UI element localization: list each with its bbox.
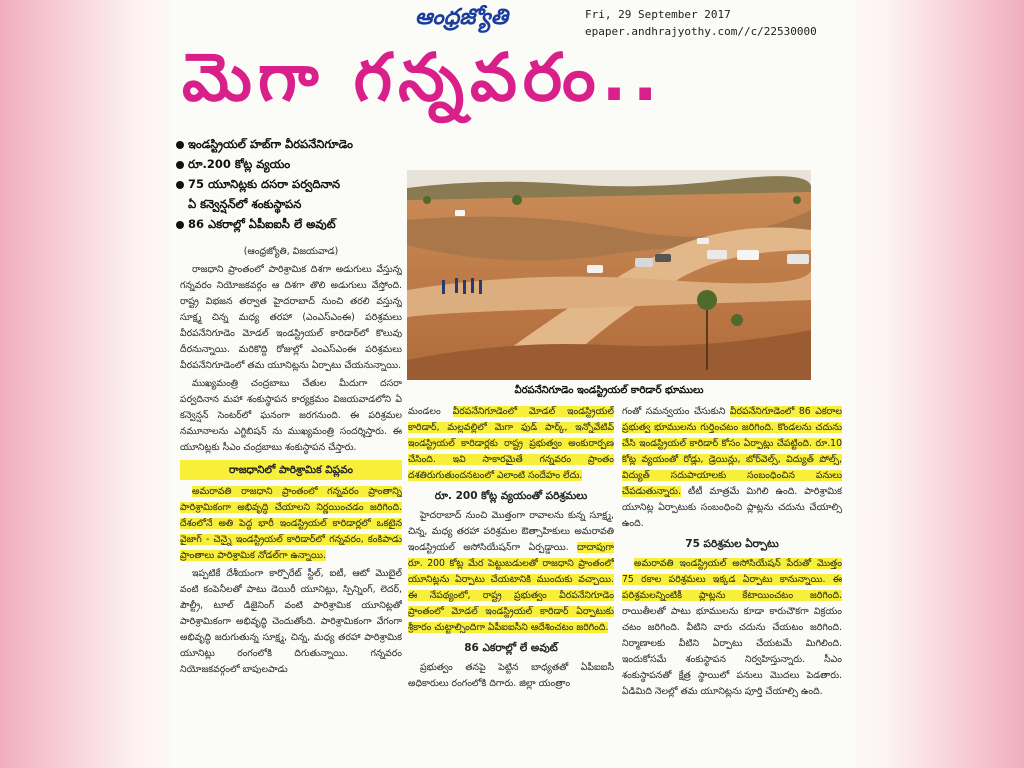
bullet-icon [176,161,184,169]
highlighted-text: వీరపనేనిగూడెంలో మోడల్ ఇండస్ట్రియల్ కారిడార్, మల్లవల్లిలో మెగా ఫుడ్ పార్క్, ఇన్నోవేటివ్ ఇండస్ట్రియల్ కారిడార్లకు రాష్ట్ర ప్రభుత్వం అంకురార్పణ చేసింది. ఇవి సాకారమైతే గన్నవరం ప్రాంతం దశతిరుగుతుందనటంలో ఎలాంటి సందేహం లేదు. [408,406,614,481]
paragraph: గంతో సమన్వయం చేసుకుని వీరపనేనిగూడెంలో 86 ఎకరాల ప్రభుత్వ భూములను గుర్తించటం జరిగింది. కొండలను చదును చేసి ఇండస్ట్రియల్ కారిడార్ కోసం ఏర్పాట్లు చేపట్టింది. రూ.10 కోట్ల వ్యయంతో రోడ్లు, డ్రెయిన్లు, బోర్‌వెల్స్, విద్యుత్ పోల్స్, విద్యుత్ సదుపాయాలకు సంబంధించిన పనులు చేపడుతున్నారు. టీటీ మాత్రమే మిగిలి ఉంది. పారిశ్రామిక యూనిట్ల ఏర్పాటుకు సంబంధించి ప్లాట్లను చదును చేయాల్సి ఉంది. [622,406,842,529]
bullet-icon [176,221,184,229]
dateline: (ఆంధ్రజ్యోతి, విజయవాడ) [243,246,339,257]
column-3 [622,404,842,768]
highlighted-text: దాదాపుగా రూ. 200 కోట్ల మేర పెట్టుబడులతో రాజధాని ప్రాంతంలో యూనిట్లను ఏర్పాటు చేయటానికి ముందుకు వచ్చాయి. ఈ నేపథ్యంలో, రాష్ట్ర ప్రభుత్వం వీరపనేనిగూడెం ప్రాంతంలో మోడల్ ఇండస్ట్రియల్ కారిడార్ ఏర్పాటుకు శ్రీకారం చుట్టాల్సిందిగా ఏపీఐఐసీని ఆదేశించటం జరిగింది. [408,542,614,633]
site-photo [407,170,811,380]
edition-url[interactable]: epaper.andhrajyothy.com//c/22530000 [585,25,817,38]
right-background [856,0,1024,768]
paragraph: ముఖ్యమంత్రి చంద్రబాబు చేతుల మీదుగా దసరా పర్వదినాన మహా శంకుస్థాపన కార్యక్రమం విజయవాడలోని ఏ కన్వెన్షన్ సెంటర్‌లో ఘనంగా జరగనుంది. ఈ పరిశ్రమల నమూనాలను ఎగ్జిబిషన్ ను ముఖ్యమంత్రి సందర్శిస్తారు. ఈ యూనిట్లకు సీఎం చంద్రబాబు శంకుస్థాపన చేస్తారు. [180,378,402,453]
highlight-item: ఏ కన్వెన్షన్‌లో శంకుస్థాపన [188,197,302,211]
left-background [0,0,170,768]
paragraph: ఇప్పటికే దేశీయంగా కార్పొరేట్ స్టీల్, ఐటీ, ఆటో మొబైల్ వంటి కంపెనీలతో పాటు డెయిరీ యూనిట్లు, స్పిన్నింగ్, లెదర్, పౌల్ట్రీ, టూల్ డిజైనింగ్ వంటి పారిశ్రామిక యూనిట్లతో పారిశ్రామికంగా అభివృద్ధి చెందుతోంది. పారిశ్రామికంగా వేగంగా అభివృద్ధి జరుగుతున్న సూక్ష్మ, చిన్న, మధ్య తరహా పారిశ్రామిక యూనిట్లు రంగంలోకి దిగుతున్నాయి. గన్నవరం నియోజకవర్గంలో బాపులపాడు [180,568,402,675]
section-subhead: రూ. 200 కోట్ల వ్యయంతో పరిశ్రమలు [434,490,588,502]
paragraph [180,484,402,564]
column-2 [408,404,614,768]
column-1 [180,244,402,768]
paragraph: మండలం వీరపనేనిగూడెంలో మోడల్ ఇండస్ట్రియల్ కారిడార్, మల్లవల్లిలో మెగా ఫుడ్ పార్క్, ఇన్నోవేటివ్ ఇండస్ట్రియల్ కారిడార్లకు రాష్ట్ర ప్రభుత్వం అంకురార్పణ చేసింది. ఇవి సాకారమైతే గన్నవరం ప్రాంతం దశతిరుగుతుందనటంలో ఎలాంటి సందేహం లేదు. [408,406,614,481]
section-subhead: రాజధానిలో పారిశ్రామిక విప్లవం [180,460,402,480]
bullet-icon [176,181,184,189]
highlight-item: ఇండస్ట్రియల్ హబ్‌గా వీరపనేనిగూడెం [176,134,401,154]
edition-meta [585,6,817,40]
paragraph: రాజధాని ప్రాంతంలో పారిశ్రామిక దిశగా అడుగులు వేస్తున్న గన్నవరం నియోజకవర్గం ఆ దిశగా తొలి అడుగులు వేస్తోంది. రాష్ట్ర విభజన తర్వాత హైదరాబాద్ నుంచి తరలి వస్తున్న సూక్ష్మ చిన్న మధ్య తరహా (ఎంఎస్ఎంఈ) పరిశ్రమలు వీరపనేనిగూడెం మోడల్ ఇండస్ట్రియల్ కారిడార్‌లో కొలువు దీరనున్నాయి. మరికొద్ది రోజుల్లో ఎంఎస్ఎంఈ పరిశ్రమలు వీరపనేనిగూడెంలో తమ యూనిట్లను ఏర్పాటు చేయనున్నాయి. [180,264,402,371]
highlights-list [176,134,401,234]
highlight-item: రూ.200 కోట్ల వ్యయం [176,154,401,174]
article-headline: మెగా గన్నవరం.. [182,39,664,116]
paragraph: ప్రభుత్వం తనపై పెట్టిన బాధ్యతతో ఏపీఐఐసీ అధికారులు రంగంలోకి దిగారు. జిల్లా యంత్రాం [408,662,614,689]
highlight-item: 86 ఎకరాల్లో ఏపీఐఐసీ లే అవుట్ [176,214,401,234]
highlighted-text: అమరావతి ఇండస్ట్రియల్ అసోసియేషన్ పేరుతో మొత్తం 75 రకాల పరిశ్రమలు ఇక్కడ ఏర్పాటు కానున్నాయి. ఈ పరిశ్రమలన్నింటికీ ప్లాట్లను కేటాయించటం జరిగింది. [622,558,842,601]
section-subhead: 86 ఎకరాల్లో లే అవుట్ [464,642,558,654]
newspaper-logo: ఆంధ్రజ్యోతి [415,4,508,30]
highlighted-text: వీరపనేనిగూడెంలో 86 ఎకరాల ప్రభుత్వ భూములను గుర్తించటం జరిగింది. కొండలను చదును చేసి ఇండస్ట్రియల్ కారిడార్ కోసం ఏర్పాట్లు చేపట్టింది. రూ.10 కోట్ల వ్యయంతో రోడ్లు, డ్రెయిన్లు, బోర్‌వెల్స్, విద్యుత్ పోల్స్, విద్యుత్ సదుపాయాలకు సంబంధించిన పనులు చేపడుతున్నారు. [622,406,842,497]
section-subhead: 75 పరిశ్రమల ఏర్పాటు [685,538,779,550]
newspaper-clipping [170,0,856,768]
highlight-item: 75 యూనిట్లకు దసరా పర్వదినాన [176,174,401,194]
paragraph: అమరావతి ఇండస్ట్రియల్ అసోసియేషన్ పేరుతో మొత్తం 75 రకాల పరిశ్రమలు ఇక్కడ ఏర్పాటు కానున్నాయి. ఈ పరిశ్రమలన్నింటికీ ప్లాట్లను కేటాయించటం జరిగింది. రాయితీలతో పాటు భూములను కూడా కారుచౌకగా విక్రయం చటం జరిగింది. వీటిని వారు చదును చేయటం జరిగింది. నిర్మాణాలకు వీటిని ఏర్పాటు చేయటమే మిగిలింది. ఇందుకోసమే శంకుస్థాపన నిర్వహిస్తున్నారు. సీఎం శంకుస్థాపనతో క్షేత్ర స్థాయిలో పనులు మొదలు పెడతారు. ఏడిమిది నెలల్లో తమ యూనిట్లను పూర్తి చేయాల్సి ఉంది. [622,558,842,697]
paragraph: హైదరాబాద్ నుంచి మొత్తంగా రావాలను కున్న సూక్ష్మ, చిన్న, మధ్య తరహా పరిశ్రమల ఔత్సాహికులు అమరావతి ఇండస్ట్రియల్ అసోసియేషన్‌గా ఏర్పడ్డాయి. దాదాపుగా రూ. 200 కోట్ల మేర పెట్టుబడులతో రాజధాని ప్రాంతంలో యూనిట్లను ఏర్పాటు చేయటానికి ముందుకు వచ్చాయి. ఈ నేపథ్యంలో, రాష్ట్ర ప్రభుత్వం వీరపనేనిగూడెం ప్రాంతంలో మోడల్ ఇండస్ట్రియల్ కారిడార్ ఏర్పాటుకు శ్రీకారం చుట్టాల్సిందిగా ఏపీఐఐసీని ఆదేశించటం జరిగింది. [408,510,614,633]
bullet-icon [176,141,184,149]
highlighted-text: అమరావతి రాజధాని ప్రాంతంలో గన్నవరం ప్రాంతాన్ని పారిశ్రామికంగా అభివృద్ధి చేయాలని నిర్ణయించడం జరిగింది. దేశంలోనే అతి పెద్ద భారీ ఇండస్ట్రియల్ కారిడార్లలో ఒకటైన వైజాగ్ - చెన్నై ఇండస్ట్రియల్ కారిడార్‌లో గన్నవరం, కంకిపాడు ప్రాంతాలు పారిశ్రామిక నోడల్‌గా ఉన్నాయి. [180,486,402,561]
photo-caption: వీరపనేనిగూడెం ఇండస్ట్రియల్ కారిడార్ భూములు [514,385,704,396]
edition-date: Fri, 29 September 2017 [585,8,731,21]
